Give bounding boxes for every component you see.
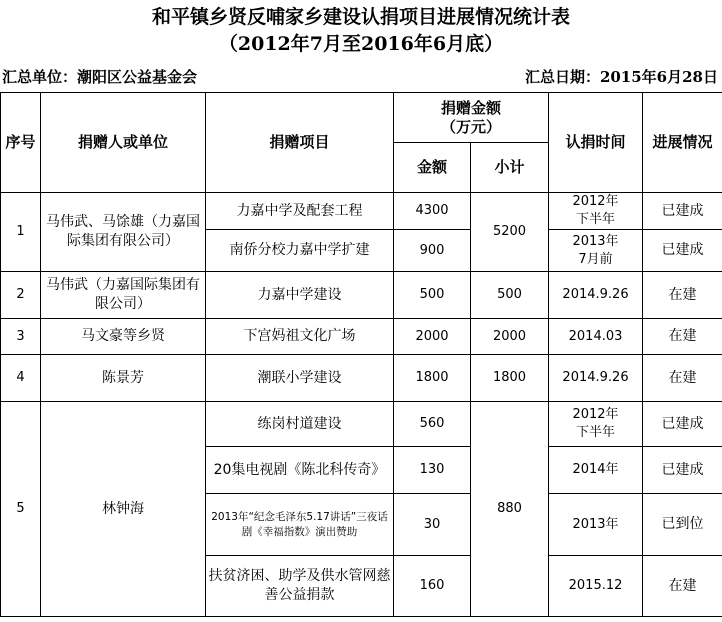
cell-subtotal: 5200 xyxy=(471,193,549,272)
header-project: 捐赠项目 xyxy=(206,93,394,193)
cell-project: 南侨分校力嘉中学扩建 xyxy=(206,230,394,272)
cell-project: 20集电视剧《陈北科传奇》 xyxy=(206,447,394,494)
cell-index: 1 xyxy=(1,193,41,272)
cell-progress: 在建 xyxy=(643,319,722,355)
cell-progress: 已建成 xyxy=(643,402,722,447)
cell-project: 2013年“纪念毛泽东5.17讲话”三夜话剧《幸福指数》演出赞助 xyxy=(206,494,394,556)
cell-pledge-time: 2013年 7月前 xyxy=(549,230,643,272)
header-amount-group: 捐赠金额 （万元） xyxy=(394,93,549,143)
header-progress: 进展情况 xyxy=(643,93,722,193)
cell-pledge-time: 2012年 下半年 xyxy=(549,193,643,230)
cell-pledge-time: 2012年 下半年 xyxy=(549,402,643,447)
cell-progress: 已到位 xyxy=(643,494,722,556)
header-pledge-time: 认捐时间 xyxy=(549,93,643,193)
cell-amount: 1800 xyxy=(394,355,471,402)
document-title xyxy=(0,0,722,62)
cell-donor: 陈景芳 xyxy=(41,355,206,402)
cell-amount: 160 xyxy=(394,556,471,617)
cell-progress: 已建成 xyxy=(643,230,722,272)
cell-project: 下宫妈祖文化广场 xyxy=(206,319,394,355)
header-amount: 金额 xyxy=(394,143,471,193)
cell-amount: 4300 xyxy=(394,193,471,230)
cell-pledge-time: 2014.9.26 xyxy=(549,272,643,319)
cell-project: 力嘉中学及配套工程 xyxy=(206,193,394,230)
cell-amount: 130 xyxy=(394,447,471,494)
table-row xyxy=(1,272,722,319)
summary-unit: 汇总单位：潮阳区公益基金会 xyxy=(2,68,198,86)
cell-project: 潮联小学建设 xyxy=(206,355,394,402)
header-index: 序号 xyxy=(1,93,41,193)
cell-amount: 900 xyxy=(394,230,471,272)
title-line-1: 和平镇乡贤反哺家乡建设认捐项目进展情况统计表 xyxy=(151,6,570,28)
cell-progress: 在建 xyxy=(643,556,722,617)
cell-project: 练岗村道建设 xyxy=(206,402,394,447)
cell-progress: 在建 xyxy=(643,355,722,402)
cell-donor: 马伟武、马馀雄（力嘉国际集团有限公司） xyxy=(41,193,206,272)
table-row xyxy=(1,319,722,355)
cell-progress: 已建成 xyxy=(643,193,722,230)
table-row xyxy=(1,355,722,402)
cell-progress: 在建 xyxy=(643,272,722,319)
cell-subtotal: 2000 xyxy=(471,319,549,355)
cell-pledge-time: 2015.12 xyxy=(549,556,643,617)
summary-date: 汇总日期：2015年6月28日 xyxy=(524,68,718,86)
cell-pledge-time: 2013年 xyxy=(549,494,643,556)
cell-project: 力嘉中学建设 xyxy=(206,272,394,319)
cell-progress: 已建成 xyxy=(643,447,722,494)
donation-table xyxy=(0,92,722,617)
cell-donor: 马文豪等乡贤 xyxy=(41,319,206,355)
cell-project: 扶贫济困、助学及供水管网慈善公益捐款 xyxy=(206,556,394,617)
cell-subtotal: 1800 xyxy=(471,355,549,402)
cell-amount: 500 xyxy=(394,272,471,319)
header-row xyxy=(1,93,722,143)
cell-index: 3 xyxy=(1,319,41,355)
title-line-2: （2012年7月至2016年6月底） xyxy=(218,33,504,55)
cell-pledge-time: 2014年 xyxy=(549,447,643,494)
header-subtotal: 小计 xyxy=(471,143,549,193)
cell-subtotal: 500 xyxy=(471,272,549,319)
table-row xyxy=(1,193,722,230)
cell-amount: 30 xyxy=(394,494,471,556)
cell-index: 5 xyxy=(1,402,41,617)
cell-pledge-time: 2014.03 xyxy=(549,319,643,355)
cell-donor: 林钟海 xyxy=(41,402,206,617)
cell-index: 4 xyxy=(1,355,41,402)
cell-pledge-time: 2014.9.26 xyxy=(549,355,643,402)
table-row xyxy=(1,402,722,447)
cell-subtotal: 880 xyxy=(471,402,549,617)
cell-amount: 2000 xyxy=(394,319,471,355)
header-donor: 捐赠人或单位 xyxy=(41,93,206,193)
cell-index: 2 xyxy=(1,272,41,319)
cell-donor: 马伟武（力嘉国际集团有限公司） xyxy=(41,272,206,319)
cell-amount: 560 xyxy=(394,402,471,447)
